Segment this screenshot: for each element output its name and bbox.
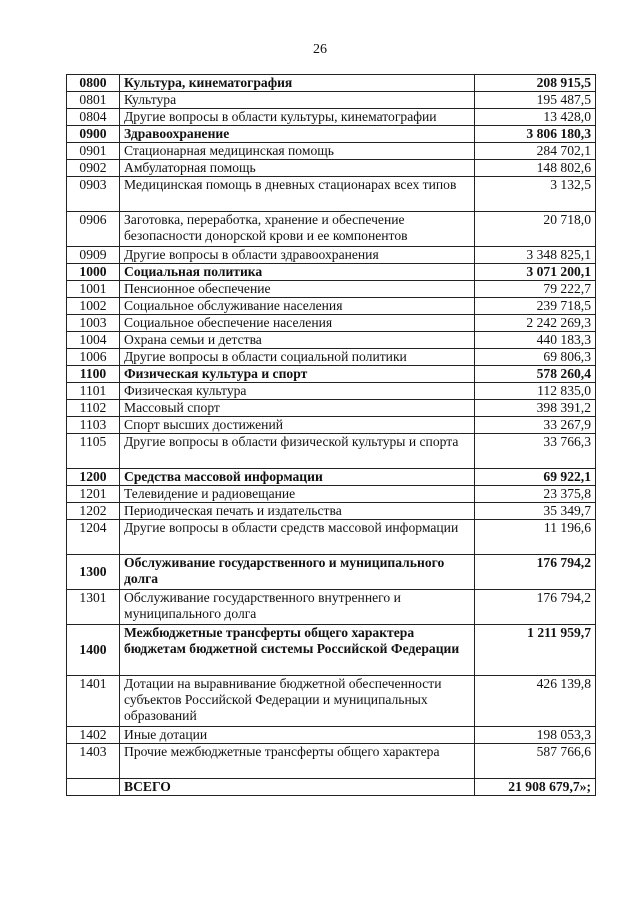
row-name: Культура — [120, 92, 475, 109]
row-amount: 284 702,1 — [475, 143, 596, 160]
row-code: 0900 — [67, 126, 120, 143]
row-code — [67, 779, 120, 796]
row-amount: 239 718,5 — [475, 298, 596, 315]
row-code: 1200 — [67, 469, 120, 486]
row-amount: 11 196,6 — [475, 520, 596, 555]
row-code: 1403 — [67, 744, 120, 779]
row-name: Другие вопросы в области здравоохранения — [120, 247, 475, 264]
row-code: 0903 — [67, 177, 120, 212]
table-row — [67, 247, 596, 264]
table-row — [67, 126, 596, 143]
table-row — [67, 212, 596, 247]
row-amount: 176 794,2 — [475, 590, 596, 625]
row-name: Пенсионное обеспечение — [120, 281, 475, 298]
row-code: 1204 — [67, 520, 120, 555]
table-row — [67, 744, 596, 779]
row-code: 1000 — [67, 264, 120, 281]
table-row — [67, 332, 596, 349]
row-name: Другие вопросы в области культуры, кинематографии — [120, 109, 475, 126]
row-code: 1402 — [67, 727, 120, 744]
row-amount: 23 375,8 — [475, 486, 596, 503]
row-code: 0804 — [67, 109, 120, 126]
row-code: 1003 — [67, 315, 120, 332]
table-row — [67, 625, 596, 676]
row-name: Периодическая печать и издательства — [120, 503, 475, 520]
table-row — [67, 486, 596, 503]
table-row — [67, 349, 596, 366]
row-name: Здравоохранение — [120, 126, 475, 143]
table-row — [67, 109, 596, 126]
row-name: Стационарная медицинская помощь — [120, 143, 475, 160]
row-amount: 69 922,1 — [475, 469, 596, 486]
row-code: 0902 — [67, 160, 120, 177]
table-row — [67, 160, 596, 177]
row-name: Охрана семьи и детства — [120, 332, 475, 349]
row-amount: 578 260,4 — [475, 366, 596, 383]
row-name: Межбюджетные трансферты общего характера бюджетам бюджетной системы Российской Федерации — [120, 625, 475, 676]
row-name: Социальная политика — [120, 264, 475, 281]
row-amount: 195 487,5 — [475, 92, 596, 109]
table-row — [67, 520, 596, 555]
row-name: Обслуживание государственного внутреннего и муниципального долга — [120, 590, 475, 625]
row-code: 1401 — [67, 676, 120, 727]
row-code: 0801 — [67, 92, 120, 109]
row-amount: 398 391,2 — [475, 400, 596, 417]
row-name: Другие вопросы в области средств массовой информации — [120, 520, 475, 555]
row-name: Массовый спорт — [120, 400, 475, 417]
row-name: Средства массовой информации — [120, 469, 475, 486]
table-row — [67, 366, 596, 383]
budget-table — [66, 74, 596, 796]
table-row — [67, 383, 596, 400]
table-row — [67, 590, 596, 625]
table-row — [67, 75, 596, 92]
row-name: Обслуживание государственного и муниципального долга — [120, 555, 475, 590]
table-row — [67, 177, 596, 212]
row-amount: 148 802,6 — [475, 160, 596, 177]
row-code: 1101 — [67, 383, 120, 400]
row-name: Заготовка, переработка, хранение и обеспечение безопасности донорской крови и ее компонентов — [120, 212, 475, 247]
total-label: ВСЕГО — [120, 779, 475, 796]
row-code: 0800 — [67, 75, 120, 92]
row-name: Культура, кинематография — [120, 75, 475, 92]
row-amount: 35 349,7 — [475, 503, 596, 520]
row-name: Медицинская помощь в дневных стационарах всех типов — [120, 177, 475, 212]
row-amount: 3 071 200,1 — [475, 264, 596, 281]
row-code: 1004 — [67, 332, 120, 349]
table-row — [67, 315, 596, 332]
row-code: 1001 — [67, 281, 120, 298]
row-code: 0906 — [67, 212, 120, 247]
table-row — [67, 143, 596, 160]
table-row — [67, 92, 596, 109]
row-amount: 440 183,3 — [475, 332, 596, 349]
row-amount: 33 267,9 — [475, 417, 596, 434]
row-name: Другие вопросы в области социальной политики — [120, 349, 475, 366]
table-row — [67, 434, 596, 469]
row-amount: 426 139,8 — [475, 676, 596, 727]
row-amount: 13 428,0 — [475, 109, 596, 126]
table-row — [67, 469, 596, 486]
row-name: Телевидение и радиовещание — [120, 486, 475, 503]
row-amount: 3 348 825,1 — [475, 247, 596, 264]
row-amount: 587 766,6 — [475, 744, 596, 779]
row-code: 1400 — [67, 625, 120, 676]
table-row — [67, 281, 596, 298]
row-name: Спорт высших достижений — [120, 417, 475, 434]
table-row — [67, 676, 596, 727]
row-amount: 176 794,2 — [475, 555, 596, 590]
row-amount: 112 835,0 — [475, 383, 596, 400]
row-code: 1202 — [67, 503, 120, 520]
budget-table-body — [67, 75, 596, 796]
row-amount: 69 806,3 — [475, 349, 596, 366]
row-amount: 198 053,3 — [475, 727, 596, 744]
row-name: Физическая культура и спорт — [120, 366, 475, 383]
row-amount: 2 242 269,3 — [475, 315, 596, 332]
row-name: Дотации на выравнивание бюджетной обеспеченности субъектов Российской Федерации и муниципальных образований — [120, 676, 475, 727]
row-code: 1002 — [67, 298, 120, 315]
row-amount: 3 806 180,3 — [475, 126, 596, 143]
row-code: 1100 — [67, 366, 120, 383]
row-name: Амбулаторная помощь — [120, 160, 475, 177]
row-name: Иные дотации — [120, 727, 475, 744]
row-code: 1105 — [67, 434, 120, 469]
row-name: Физическая культура — [120, 383, 475, 400]
row-code: 1006 — [67, 349, 120, 366]
row-amount: 1 211 959,7 — [475, 625, 596, 676]
table-row — [67, 264, 596, 281]
page-number: 26 — [313, 42, 327, 57]
row-name: Прочие межбюджетные трансферты общего характера — [120, 744, 475, 779]
row-amount: 208 915,5 — [475, 75, 596, 92]
table-row-total — [67, 779, 596, 796]
table-row — [67, 298, 596, 315]
row-amount: 3 132,5 — [475, 177, 596, 212]
row-code: 1300 — [67, 555, 120, 590]
row-code: 1301 — [67, 590, 120, 625]
row-name: Социальное обслуживание населения — [120, 298, 475, 315]
table-row — [67, 400, 596, 417]
row-code: 1102 — [67, 400, 120, 417]
row-amount: 20 718,0 — [475, 212, 596, 247]
row-code: 0909 — [67, 247, 120, 264]
row-amount: 33 766,3 — [475, 434, 596, 469]
table-row — [67, 727, 596, 744]
table-row — [67, 555, 596, 590]
row-code: 1201 — [67, 486, 120, 503]
row-name: Социальное обеспечение населения — [120, 315, 475, 332]
row-amount: 79 222,7 — [475, 281, 596, 298]
total-amount: 21 908 679,7»; — [475, 779, 596, 796]
row-code: 1103 — [67, 417, 120, 434]
row-code: 0901 — [67, 143, 120, 160]
table-row — [67, 503, 596, 520]
row-name: Другие вопросы в области физической культуры и спорта — [120, 434, 475, 469]
table-row — [67, 417, 596, 434]
